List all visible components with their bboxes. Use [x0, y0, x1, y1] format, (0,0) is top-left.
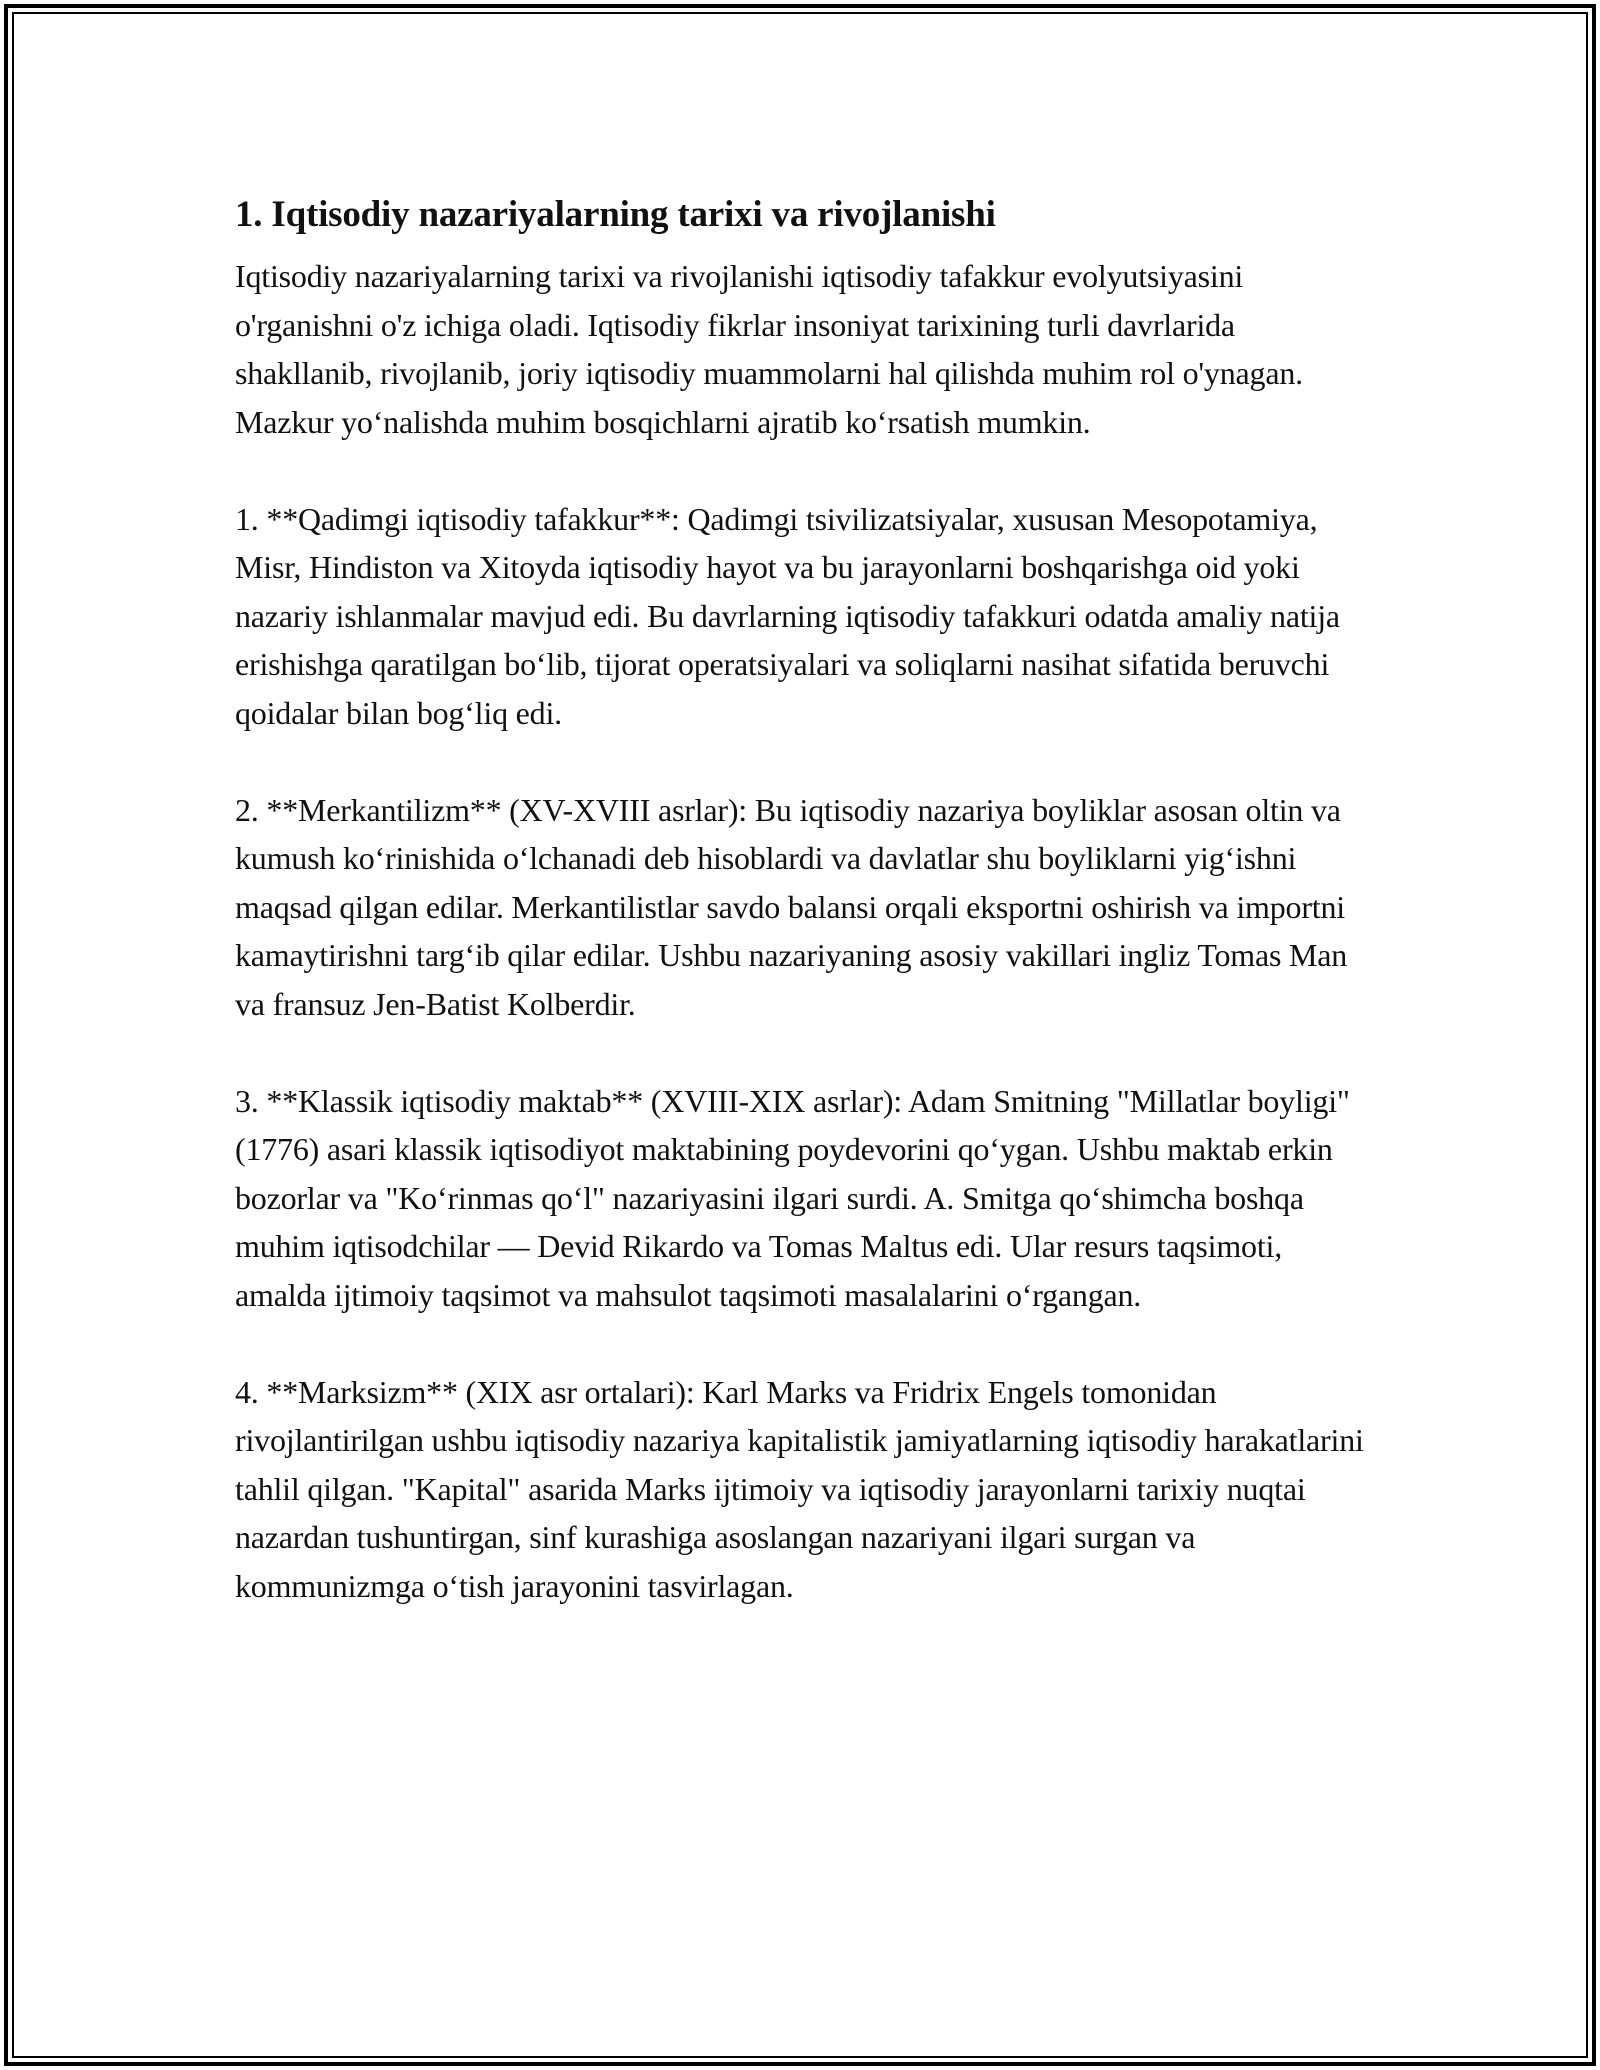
paragraph-mercantilism: 2. **Merkantilizm** (XV-XVIII asrlar): Bu iqtisodiy nazariya boyliklar asosan oltin va kumush ko‘rinishida o‘lchanadi deb hisoblardi va davlatlar shu boyliklarni yig‘ishni maqsad qilgan edilar. Merkantilistlar savdo balansi orqali eksportni oshirish va importni kamaytirishni targ‘ib qilar edilar. Ushbu nazariyaning asosiy vakillari ingliz Tomas Man va fransuz Jen-Batist Kolberdir.	[235, 791, 1348, 1022]
intro-paragraph: Iqtisodiy nazariyalarning tarixi va rivojlanishi iqtisodiy tafakkur evolyutsiyasini o'rganishni o'z ichiga oladi. Iqtisodiy fikrlar insoniyat tarixining turli davrlarida shakllanib, rivojlanib, joriy iqtisodiy muammolarni hal qilishda muhim rol o'ynagan. Mazkur yo‘nalishda muhim bosqichlarni ajratib ko‘rsatish mumkin.	[235, 258, 1303, 440]
paragraph-marxism: 4. **Marksizm** (XIX asr ortalari): Karl Marks va Fridrix Engels tomonidan rivojlantirilgan ushbu iqtisodiy nazariya kapitalistik jamiyatlarning iqtisodiy harakatlarini tahlil qilgan. "Kapital" asarida Marks ijtimoiy va iqtisodiy jarayonlarni tarixiy nuqtai nazardan tushuntirgan, sinf kurashiga asoslangan nazariyani ilgari surgan va kommunizmga o‘tish jarayonini tasvirlagan.	[235, 1373, 1364, 1604]
paragraph-ancient-economic-thought: 1. **Qadimgi iqtisodiy tafakkur**: Qadimgi tsivilizatsiyalar, xususan Mesopotamiya, Misr, Hindiston va Xitoyda iqtisodiy hayot va bu jarayonlarni boshqarishga oid yoki nazariy ishlanmalar mavjud edi. Bu davrlarning iqtisodiy tafakkuri odatda amaliy natija erishishga qaratilgan bo‘lib, tijorat operatsiyalari va soliqlarni nasihat sifatida beruvchi qoidalar bilan bog‘liq edi.	[235, 500, 1340, 731]
document-body	[235, 188, 1375, 1610]
paragraph-classical-school: 3. **Klassik iqtisodiy maktab** (XVIII-XIX asrlar): Adam Smitning "Millatlar boyligi" (1776) asari klassik iqtisodiyot maktabining poydevorini qo‘ygan. Ushbu maktab erkin bozorlar va "Ko‘rinmas qo‘l" nazariyasini ilgari surdi. A. Smitga qo‘shimcha boshqa muhim iqtisodchilar — Devid Rikardo va Tomas Maltus edi. Ular resurs taqsimoti, amalda ijtimoiy taqsimot va mahsulot taqsimoti masalalarini o‘rgangan.	[235, 1082, 1350, 1313]
page-title: 1. Iqtisodiy nazariyalarning tarixi va rivojlanishi	[235, 194, 996, 235]
